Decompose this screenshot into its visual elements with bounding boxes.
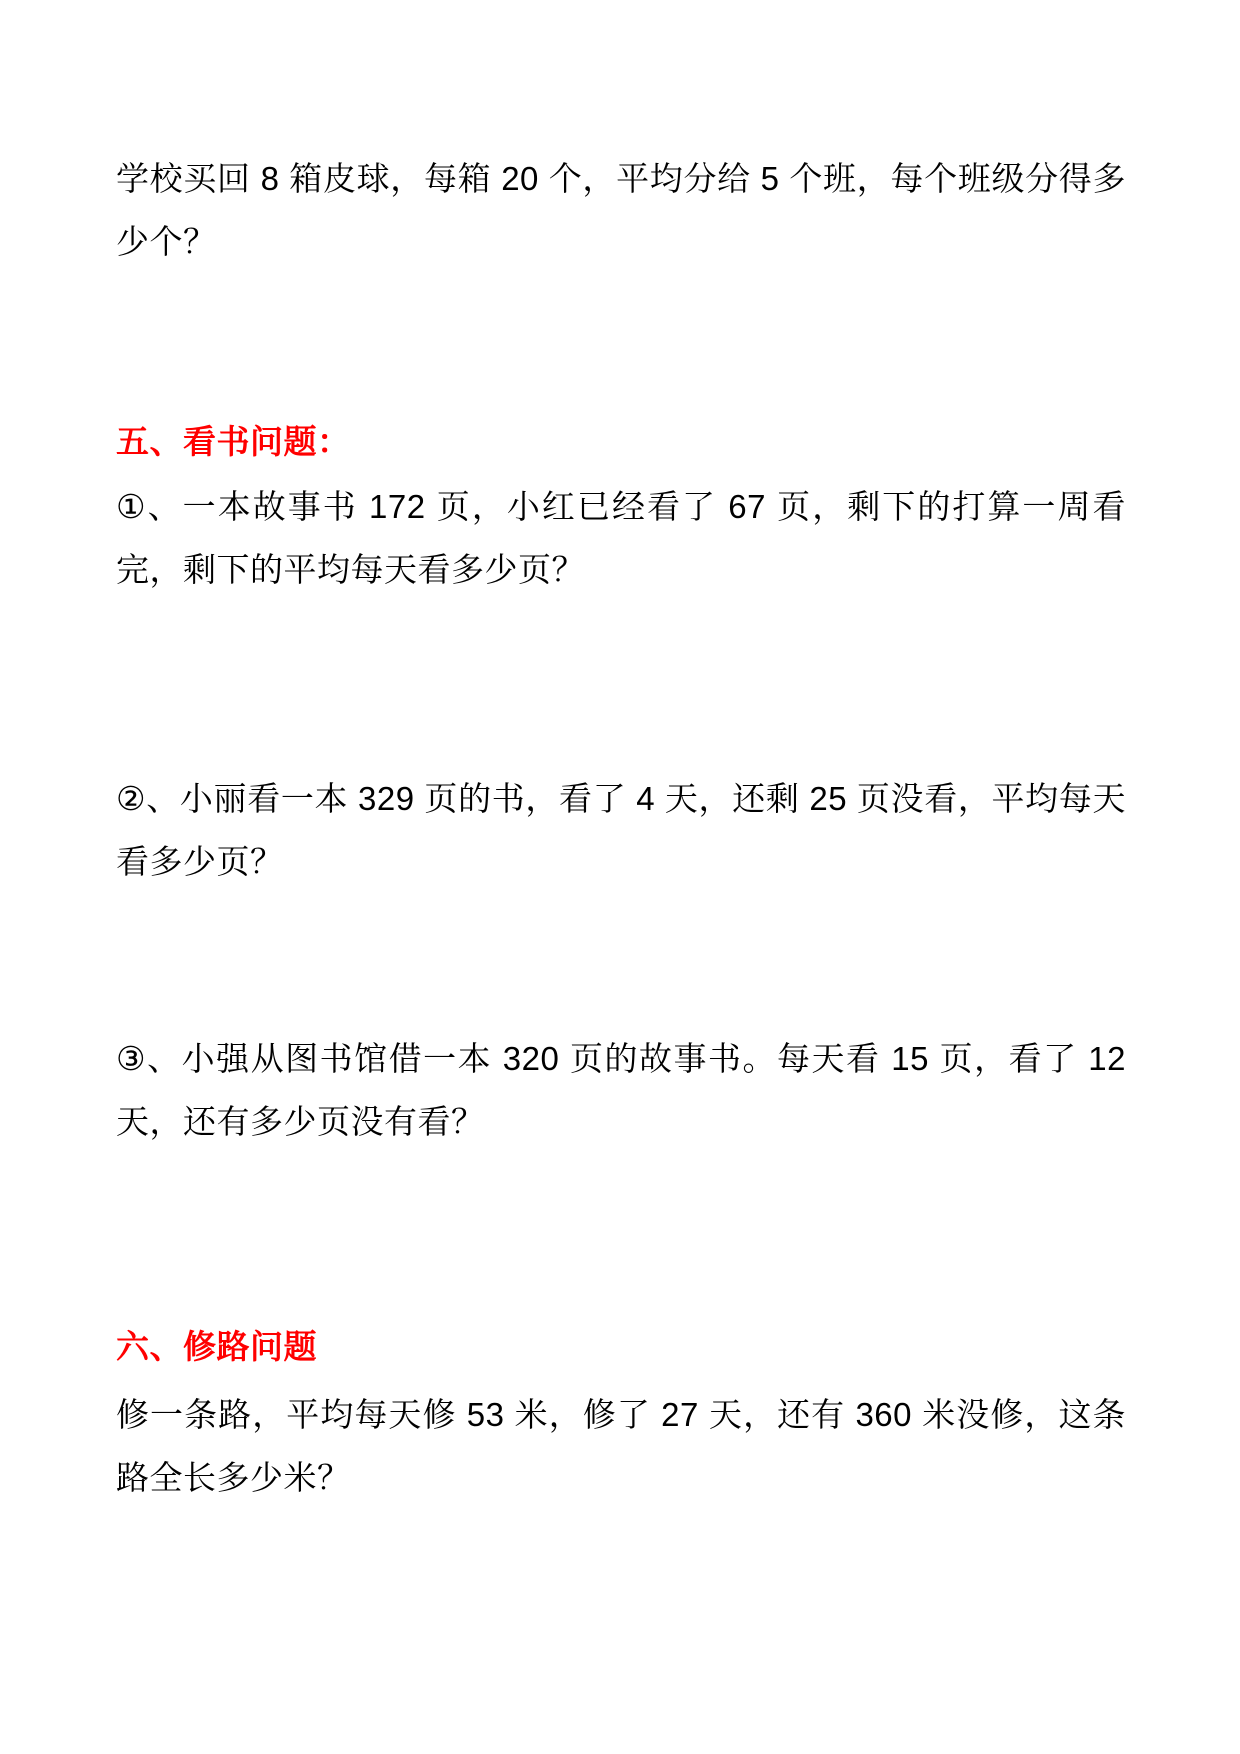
problem-reading-1-text: ①、一本故事书 172 页，小红已经看了 67 页，剩下的打算一周看完，剩下的平均每天看多少页？: [116, 488, 1126, 588]
problem-balls-text: 学校买回 8 箱皮球，每箱 20 个，平均分给 5 个班，每个班级分得多少个？: [116, 160, 1126, 260]
section-reading-heading: 五、看书问题：: [116, 423, 351, 460]
section-road-heading: 六、修路问题: [116, 1328, 317, 1365]
problem-reading-2-text: ②、小丽看一本 329 页的书，看了 4 天，还剩 25 页没看，平均每天看多少页？: [116, 780, 1126, 880]
problem-reading-3-text: ③、小强从图书馆借一本 320 页的故事书。每天看 15 页，看了 12 天，还有多少页没有看？: [116, 1040, 1126, 1140]
problem-road-1-text: 修一条路，平均每天修 53 米，修了 27 天，还有 360 米没修，这条路全长多少米？: [116, 1396, 1126, 1496]
